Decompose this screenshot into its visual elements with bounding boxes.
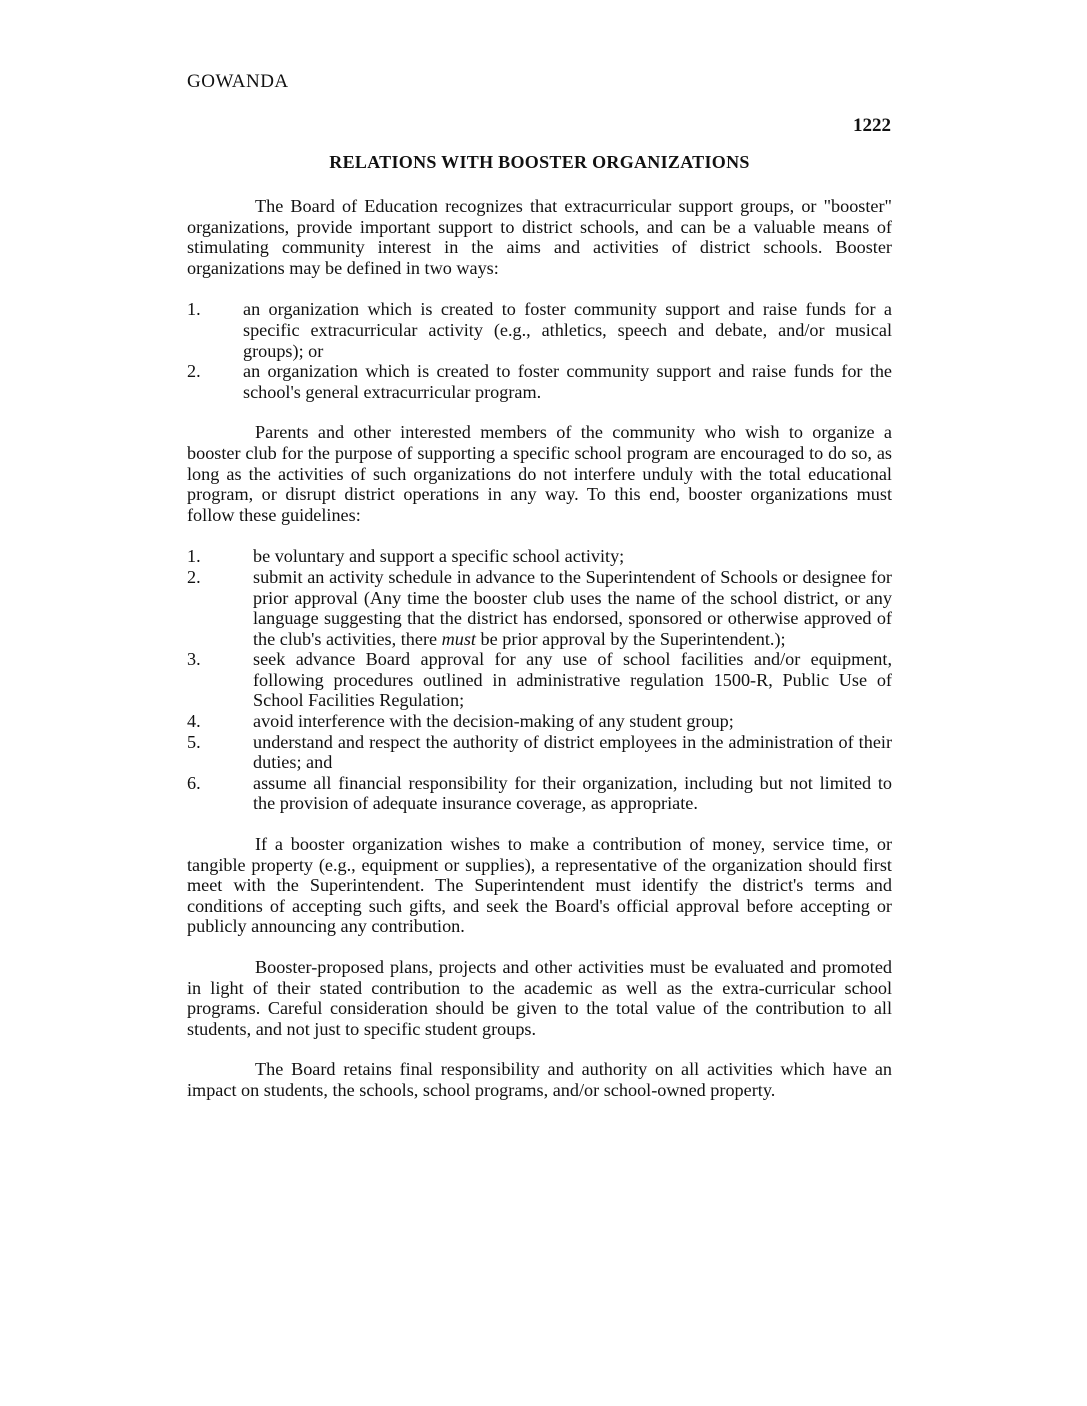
- list-item-text: an organization which is created to foster community support and raise funds for a specific extracurricular activity (e.g., athletics, speech and debate, and/or musical groups); or: [243, 299, 892, 361]
- final-paragraph: The Board retains final responsibility and authority on all activities which have an impact on students, the schools, school programs, and/or school-owned property.: [187, 1059, 892, 1100]
- list-item: [187, 773, 892, 814]
- list-item-text: understand and respect the authority of district employees in the administration of their duties; and: [253, 731, 892, 773]
- list-item: [187, 732, 892, 773]
- district-name: GOWANDA: [187, 71, 289, 92]
- list-item: [187, 361, 892, 402]
- list-item-text: assume all financial responsibility for their organization, including but not limited to the provision of adequate insurance coverage, as appropriate.: [253, 772, 892, 814]
- document-body: [187, 196, 892, 1101]
- list-item-number: 3.: [187, 649, 201, 670]
- list-item: [187, 546, 892, 567]
- list-item-number: 2.: [187, 361, 201, 382]
- list-item: [187, 299, 892, 361]
- definitions-list: [187, 299, 892, 402]
- list-item-text: an organization which is created to foster community support and raise funds for the school's general extracurricular program.: [243, 361, 892, 402]
- emphasis-must: must: [441, 628, 476, 649]
- list-item-text: be voluntary and support a specific school activity;: [253, 546, 625, 567]
- list-item: [187, 711, 892, 732]
- document-title: RELATIONS WITH BOOSTER ORGANIZATIONS: [329, 152, 750, 172]
- list-item-number: 2.: [187, 566, 201, 587]
- list-item-number: 6.: [187, 772, 201, 793]
- list-item-text: [253, 567, 892, 649]
- paragraph-spacer: [187, 937, 892, 957]
- contributions-paragraph: If a booster organization wishes to make a contribution of money, service time, or tangible property (e.g., equipment or supplies), a representative of the organization should first meet with the Superintendent. The Superintendent must identify the district's terms and conditions of accepting such gifts, and seek the Board's official approval before accepting or publicly announcing any contribution.: [187, 834, 892, 937]
- list-item-number: 4.: [187, 711, 201, 732]
- guidelines-intro-paragraph: Parents and other interested members of the community who wish to organize a booster club for the purpose of supporting a specific school program are encouraged to do so, as long as the activities of such organizations do not interfere unduly with the total educational program, or disrupt district operations in any way. To this end, booster organizations must follow these guidelines:: [187, 422, 892, 525]
- list-item-number: 1.: [187, 299, 201, 320]
- list-item-text: seek advance Board approval for any use of school facilities and/or equipment, following procedures outlined in administrative regulation 1500-R, Public Use of School Facilities Regulation;: [253, 649, 892, 711]
- list-item-number: 5.: [187, 731, 201, 752]
- guidelines-list: [187, 546, 892, 814]
- policy-number: 1222: [853, 115, 891, 136]
- evaluation-paragraph: Booster-proposed plans, projects and other activities must be evaluated and promoted in light of their stated contribution to the academic as well as the extra-curricular school programs. Careful consideration should be given to the total value of the contribution to all students, and not just to specific student groups.: [187, 957, 892, 1039]
- list-item-number: 1.: [187, 546, 201, 567]
- list-item-text-after: be prior approval by the Superintendent.);: [475, 628, 786, 649]
- paragraph-spacer: [187, 1039, 892, 1059]
- list-item: [187, 649, 892, 711]
- list-item-text: avoid interference with the decision-making of any student group;: [253, 711, 734, 732]
- intro-paragraph: The Board of Education recognizes that extracurricular support groups, or "booster" organizations, provide important support to district schools, and can be a valuable means of stimulating community interest in the aims and activities of district schools. Booster organizations may be defined in two ways:: [187, 196, 892, 278]
- list-item: [187, 567, 892, 649]
- list-item-text-before: submit an activity schedule in advance to the Superintendent of Schools or designee for prior approval (Any time the booster club uses the name of the school district, or any language suggesting that the district has endorsed, sponsored or otherwise approved of the club's activities, there: [253, 566, 892, 649]
